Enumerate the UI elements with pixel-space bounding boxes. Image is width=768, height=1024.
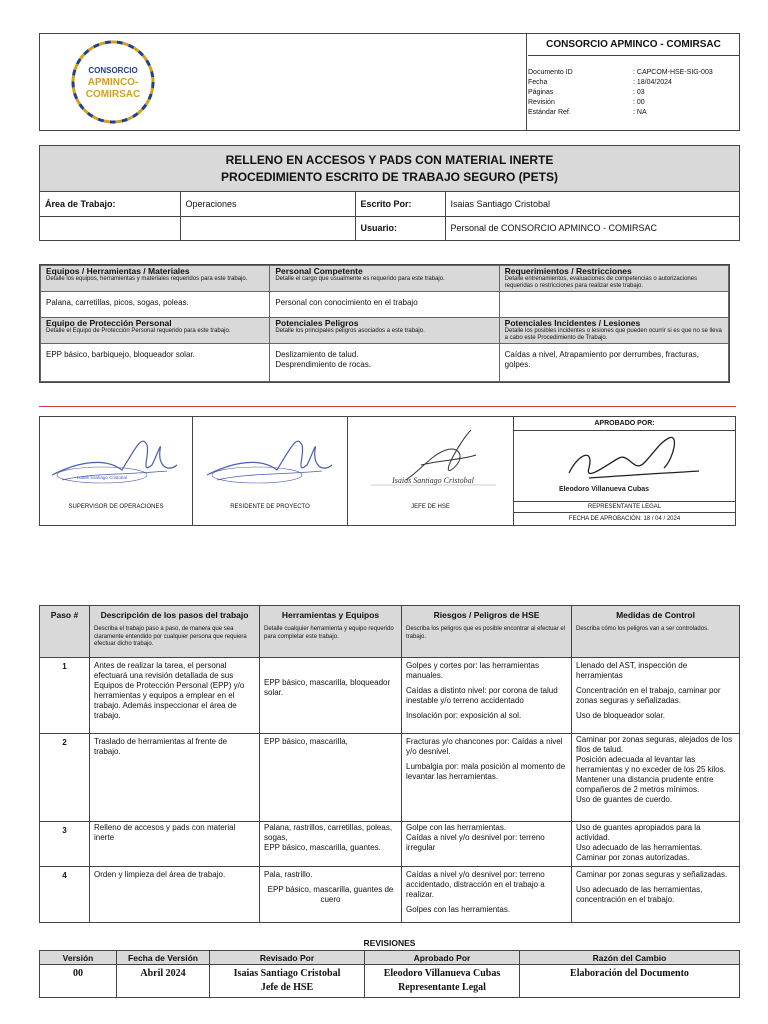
- area-value: Operaciones: [180, 192, 355, 216]
- header-title: Potenciales Incidentes / Lesiones: [504, 318, 641, 328]
- approved-title: APROBADO POR:: [514, 417, 735, 431]
- reviewer-role: Jefe de HSE: [260, 982, 314, 993]
- meta-value: : 00: [633, 99, 645, 106]
- usuario-value: Personal de CONSORCIO APMINCO - COMIRSAC: [445, 216, 739, 240]
- step-controls: [572, 734, 740, 822]
- area-label: Área de Trabajo:: [40, 192, 180, 216]
- signature-supervisor: [40, 417, 193, 525]
- risk-item: Fracturas y/o chancones por: Caídas a nivel y/o desnivel.: [406, 737, 563, 756]
- col-title: Riesgos / Peligros de HSE: [433, 610, 540, 620]
- signature-role: JEFE DE HSE: [411, 504, 450, 510]
- escrito-value: Isaias Santiago Cristobal: [450, 198, 551, 209]
- equipment-table: [40, 265, 729, 382]
- hazard-item: Desprendimiento de rocas.: [275, 360, 371, 369]
- step-controls: [572, 867, 740, 923]
- step-tools: [260, 822, 402, 867]
- tool-item: Pala, rastrillo.: [264, 870, 313, 879]
- title-block: [39, 145, 740, 241]
- logo-text-1: CONSORCIO: [88, 66, 138, 75]
- col-hint: Describa los peligros que es posible encontrar al efectuar el trabajo.: [406, 626, 566, 640]
- step-number: 2: [40, 734, 90, 822]
- control-item: Llenado del AST, inspección de herramientas: [576, 661, 688, 680]
- col-title: Descripción de los pasos del trabajo: [100, 610, 249, 620]
- risk-item: Golpes y cortes por: las herramientas manuales.: [406, 661, 539, 680]
- signatures-block: [39, 416, 736, 526]
- signature-resident: [193, 417, 348, 525]
- signature-image: [195, 425, 345, 495]
- header-desc: Detalle el Equipo de Protección Personal requerido para este trabajo.: [46, 328, 231, 334]
- hazard-item: Deslizamiento de talud.: [275, 350, 359, 359]
- approval-signature: [549, 433, 709, 493]
- approver-name: Eleodoro Villanueva Cubas: [558, 486, 650, 493]
- step-controls: [572, 658, 740, 734]
- step-desc: Traslado de herramientas al frente de trabajo.: [90, 734, 260, 822]
- divider-line: [39, 406, 736, 407]
- meta-value: : 03: [633, 89, 645, 96]
- approver-name: Eleodoro Villanueva Cubas: [383, 968, 501, 979]
- step-desc: Relleno de accesos y pads con material inerte: [90, 822, 260, 867]
- title-line-1: RELLENO EN ACCESOS Y PADS CON MATERIAL INERTE: [225, 153, 554, 167]
- rev-col-header: Razón del Cambio: [520, 951, 740, 965]
- incidents-header: [499, 318, 728, 344]
- logo-text-2: APMINCO-: [87, 77, 139, 88]
- risk-item: Golpes con las herramientas.: [406, 905, 511, 914]
- rev-revisado: [210, 965, 365, 998]
- header-title: Equipos / Herramientas / Materiales: [46, 266, 190, 276]
- logo-cell: [40, 34, 527, 130]
- step-tools: EPP básico, mascarilla, bloqueador solar.: [260, 658, 402, 734]
- control-item: Uso de guantes apropiados para la actividad.: [576, 823, 701, 842]
- header-title: Potenciales Peligros: [275, 318, 359, 328]
- personal-header: [270, 266, 499, 292]
- rev-fecha: Abril 2024: [117, 965, 210, 998]
- epp-header: [41, 318, 270, 344]
- signature-image: [351, 425, 511, 500]
- title-line-2: PROCEDIMIENTO ESCRITO DE TRABAJO SEGURO (PETS): [221, 170, 558, 184]
- signature-role: RESIDENTE DE PROYECTO: [230, 504, 310, 510]
- meta-key: Páginas: [528, 89, 554, 96]
- step-tools: [260, 867, 402, 923]
- hazards-header: [270, 318, 499, 344]
- risk-item: Caídas a nivel y/o desnivel por: terreno irregular: [406, 833, 545, 852]
- steps-table: [39, 605, 740, 923]
- header-desc: Detalle los equipos, herramientas y materiales requeridos para este trabajo.: [46, 276, 248, 282]
- header-desc: Detalle los posibles incidentes o lesiones que pueden ocurrir si es que no se lleva a cabo este Procedimiento de Trabajo.: [504, 328, 722, 341]
- company-logo: [58, 36, 168, 128]
- meta-key: Revisión: [528, 99, 555, 106]
- step-desc: Orden y limpieza del área de trabajo.: [90, 867, 260, 923]
- control-item: Caminar por zonas seguras, alejados de los filos de talud.: [576, 735, 733, 754]
- meta-key: Fecha: [528, 79, 548, 86]
- title-heading: [40, 146, 739, 192]
- equipment-block: [39, 264, 730, 383]
- col-risks: [402, 606, 572, 658]
- control-item: Uso de guantes de cuerdo.: [576, 795, 673, 804]
- step-number: 1: [40, 658, 90, 734]
- step-controls: [572, 822, 740, 867]
- header-title: Equipo de Protección Personal: [46, 318, 172, 328]
- col-hint: Detalle cualquier herramienta y equipo requerido para completar este trabajo.: [264, 626, 394, 640]
- step-risks: [402, 822, 572, 867]
- approval-cell: [514, 417, 735, 525]
- rev-aprobado: [365, 965, 520, 998]
- equip-header: [41, 266, 270, 292]
- col-hint: Describa el trabajo paso a paso, de manera que sea claramente entendido por cualquier persona que requiera efectuar dicho trabajo.: [94, 626, 247, 647]
- meta-key: Documento ID: [528, 69, 573, 76]
- rev-col-header: Aprobado Por: [365, 951, 520, 965]
- usuario-label: Usuario:: [355, 216, 445, 240]
- control-item: Uso adecuado de las herramientas, concentración en el trabajo.: [576, 885, 703, 904]
- approved-role: REPRESENTANTE LEGAL: [514, 501, 735, 513]
- company-name: CONSORCIO APMINCO - COMIRSAC: [528, 34, 739, 56]
- approver-role: Representante Legal: [398, 982, 486, 993]
- document-meta: [528, 68, 739, 118]
- control-item: Concentración en el trabajo, caminar por zonas seguras y señalizadas.: [576, 686, 721, 705]
- step-tools: EPP básico, mascarilla,: [260, 734, 402, 822]
- control-item: Mantener una distancia prudente entre compañeros de 2 metros mínimos.: [576, 775, 714, 794]
- meta-value: : 18/04/2024: [633, 79, 672, 86]
- risk-item: Lumbalgia por: mala posición al momento de levantar las herramientas.: [406, 762, 566, 781]
- risk-item: Golpe con las herramientas.: [406, 823, 507, 832]
- rev-col-header: Versión: [40, 951, 117, 965]
- risk-item: Insolación por: exposición al sol.: [406, 711, 522, 720]
- signature-image: [42, 425, 192, 495]
- control-item: Posición adecuada al levantar las herramientas y no exceder de los 25 kilos.: [576, 755, 726, 774]
- revisions-title: REVISIONES: [363, 938, 416, 948]
- header-desc: Detalle los principales peligros asociados a este trabajo.: [275, 328, 425, 334]
- revisions-table: [39, 950, 740, 998]
- hazards-value: [270, 344, 499, 382]
- col-title: Medidas de Control: [616, 610, 695, 620]
- control-item: Caminar por zonas autorizadas.: [576, 853, 690, 862]
- col-desc: [90, 606, 260, 658]
- meta-value: : NA: [633, 109, 647, 116]
- reviewer-name: Isaias Santiago Cristobal: [233, 968, 341, 979]
- epp-value: EPP básico, barbiquejo, bloqueador solar.: [41, 344, 270, 382]
- signature-role: SUPERVISOR DE OPERACIONES: [68, 504, 164, 510]
- control-item: Caminar por zonas seguras y señalizadas.: [576, 870, 728, 879]
- risk-item: Caídas a distinto nivel: por corona de talud inestable y/o terreno accidentado: [406, 686, 558, 705]
- col-title: Herramientas y Equipos: [281, 610, 380, 620]
- header-desc: Detalle el cargo que usualmente es requerido para este trabajo.: [275, 276, 445, 282]
- table-row: [40, 822, 740, 867]
- tool-item: EPP básico, mascarilla, guantes.: [264, 843, 381, 852]
- title-info-table: [40, 192, 739, 240]
- header-desc: Detalle entrenamientos, evaluaciones de competencias o autorizaciones requeridas o restricciones para realizar este trabajo.: [504, 276, 698, 289]
- approval-date: FECHA DE APROBACIÓN: 18 / 04 / 2024: [568, 516, 681, 522]
- control-item: Uso adecuado de las herramientas.: [576, 843, 703, 852]
- step-risks: [402, 658, 572, 734]
- signature-name: Isaias Santiago Cristobal: [392, 476, 474, 485]
- incidents-value: Caídas a nivel, Atrapamiento por derrumbes, fracturas, golpes.: [499, 344, 728, 382]
- table-row: [40, 965, 740, 998]
- step-risks: [402, 734, 572, 822]
- step-desc: Antes de realizar la tarea, el personal efectuará una revisión detallada de sus Equipos de Protección Personal (EPP) y/o herramientas y equipos a emplear en el trabajo. Además inspeccionar el área de trabajo.: [90, 658, 260, 734]
- col-paso: Paso #: [40, 606, 90, 658]
- requirements-header: [499, 266, 728, 292]
- header-title: Personal Competente: [275, 266, 363, 276]
- header-title: Requerimientos / Restricciones: [504, 266, 632, 276]
- col-ctrl: [572, 606, 740, 658]
- personal-value: Personal con conocimiento en el trabajo: [270, 292, 499, 318]
- rev-col-header: Fecha de Versión: [117, 951, 210, 965]
- step-number: 3: [40, 822, 90, 867]
- meta-key: Estándar Ref.: [528, 109, 571, 116]
- signature-hse: [348, 417, 514, 525]
- seal-text: Isaias Santiago Cristobal: [77, 475, 127, 480]
- document-header: [39, 33, 740, 131]
- table-row: [40, 867, 740, 923]
- requirements-value: [499, 292, 728, 318]
- rev-version: 00: [40, 965, 117, 998]
- risk-item: Caídas a nivel y/o desnivel por: terreno accidentado, distracción en el trabajo a realizar.: [406, 870, 545, 899]
- table-row: [40, 734, 740, 822]
- equip-value: Palana, carretillas, picos, sogas, poleas.: [41, 292, 270, 318]
- control-item: Uso de bloqueador solar.: [576, 711, 665, 720]
- escrito-label: Escrito Por:: [355, 192, 445, 216]
- step-number: 4: [40, 867, 90, 923]
- empty-cell: [40, 216, 180, 240]
- col-tools: [260, 606, 402, 658]
- col-hint: Describa cómo los peligros van a ser controlados.: [576, 626, 709, 632]
- step-risks: [402, 867, 572, 923]
- meta-value: : CAPCOM-HSE-SIG-003: [633, 69, 713, 76]
- empty-cell: [180, 216, 355, 240]
- rev-razon: Elaboración del Documento: [520, 965, 740, 998]
- rev-col-header: Revisado Por: [210, 951, 365, 965]
- tool-item: Palana, rastrillos, carretillas, poleas, sogas,: [264, 823, 393, 842]
- logo-text-3: COMIRSAC: [85, 89, 141, 100]
- tool-item: EPP básico, mascarilla, guantes de cuero: [267, 885, 394, 904]
- table-row: [40, 658, 740, 734]
